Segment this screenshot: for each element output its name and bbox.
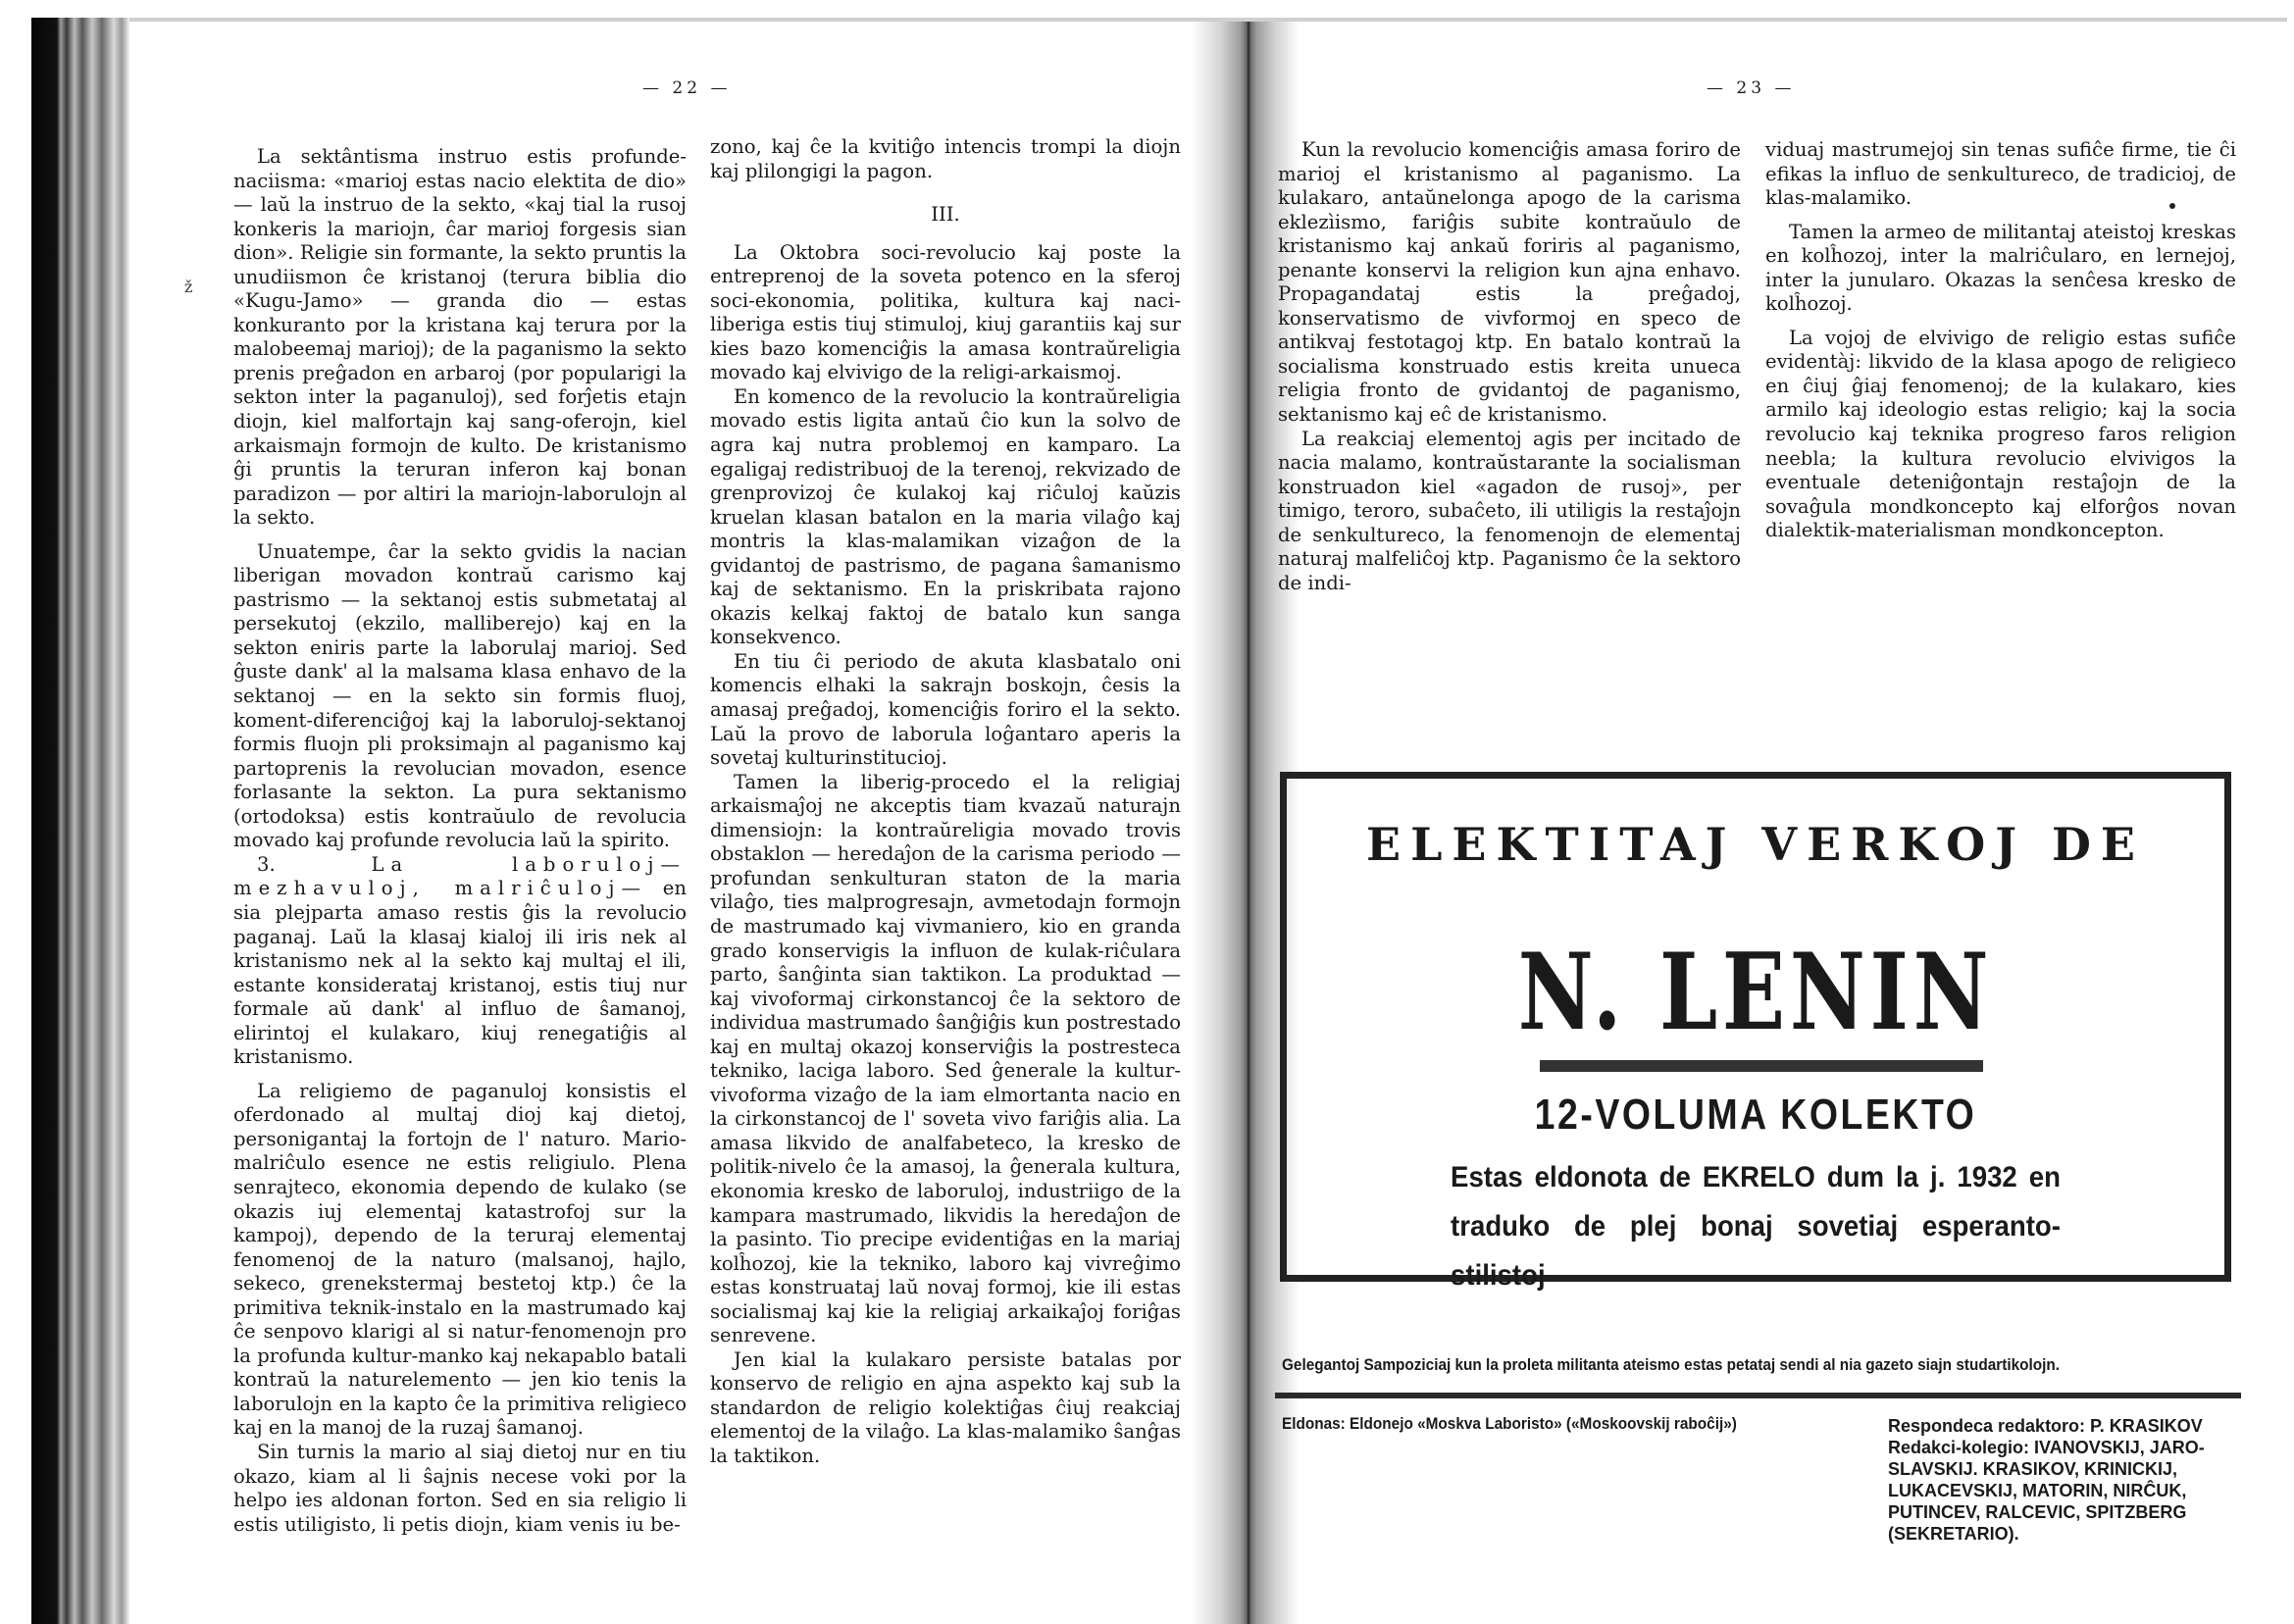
editor-line: (SEKRETARIO). bbox=[1888, 1524, 2019, 1544]
paragraph-text: — en sia plejparta amaso restis ĝis la revolucio paganaj. Laŭ la klasaj kialoj ili iris nek al kristanismo nek al la sekto kaj multaj el ili, estante konsiderataj kristanoj, estis tiuj nur formale aŭ dank' al influo de ŝamanoj, elirintoj el kulakaro, kiuj renegatiĝis al kristanismo. bbox=[233, 877, 687, 1069]
paragraph: En komenco de la revolucio la kontraŭreligia movado estis ligita antaŭ ĉio kun la solvo de agra kaj nutra problemoj en kamparo. La egaligaj redistribuoj de la terenoj, rekvizado de grenprovizoj ĉe kulakoj kaj riĉuloj kaŭzis kruelan klasan batalon en la maria vilaĝo kaj montris la klas-malamikan vizaĝon de la gvidantoj de pastrismo, de pagana ŝamanismo kaj de sektanismo. En la priskribata rajono okazis kelkaj faktoj de batalo kun sanga konsekvenco. bbox=[710, 384, 1181, 649]
paragraph: viduaj mastrumejoj sin tenas sufiĉe firme, tie ĉi efikas la influo de senkultureco, de tradicioj, de klas-malamiko. bbox=[1765, 138, 2236, 210]
editorial-board bbox=[1888, 1415, 2241, 1545]
paragraph: La Oktobra soci-revolucio kaj poste la entreprenoj de la soveta potenco en la sferoj soci-ekonomia, politika, kultura kaj naci-liberiga estis tiuj stimuloj, kiuj garantiis kaj sur kies bazo komenciĝis la amasa kontraŭreligia movado kaj elvivigo de la religi-arkaismoj. bbox=[710, 240, 1181, 384]
ad-description: Estas eldonota de EKRELO dum la j. 1932 en traduko de plej bonaj sovetiaj esperanto-stilistoj bbox=[1451, 1161, 2061, 1292]
paragraph: Tamen la armeo de militantaj ateistoj kreskas en kolĥozoj, inter la malriĉularo, en lernejoj, inter la junularo. Okazas la senĉesa kresko de kolĥozoj. bbox=[1765, 220, 2236, 316]
paragraph: En tiu ĉi periodo de akuta klasbatalo oni komencis elhaki la sakrajn boskojn, ĉesis la amasaj preĝadoj, komenciĝis foriro el la sekto. Laŭ la provo de laborula loĝantaro aperis la sovetaj kulturinstitucioj. bbox=[710, 649, 1181, 770]
editor-line: Redakci-kolegio: IVANOVSKIJ, JARO- bbox=[1888, 1438, 2205, 1457]
paragraph bbox=[233, 853, 687, 1070]
paragraph: La reakciaj elementoj agis per incitado de nacia malamo, kontraŭstarante la socialisman konstruadon kiel «agadon de rusoj», per timigo, teroro, subaĉeto, ili utiligis la restaĵojn de senkultureco, la fenomenojn de elementaj naturaj malfeliĉoj ktp. Paganismo ĉe la sektoro de indi- bbox=[1278, 427, 1741, 594]
ad-author-name: N. LENIN bbox=[1517, 931, 1994, 1054]
page-number-right: — 23 — bbox=[1707, 78, 1796, 98]
paragraph: Unuatempe, ĉar la sekto gvidis la nacian liberigan movadon kontraŭ carismo kaj pastrismo — la sektanoj estis submetataj al persekutoj (ekzilo, malliberejo) kaj en la sekton eniris parte la laborulaj marioj. Sed ĝuste dank' al la malsama klasa enhavo de la sektanoj — en la sekto sin formis fluoj, koment-diferenciĝoj kaj la laboruloj-sektanoj formis fluojn pli proksimajn al paganismo kaj partoprenis la revolucian movadon, esence forlasante la sekton. La pura sektanismo (ortodoksa) estis kontraŭulo de revolucia movado kaj profunde revolucia laŭ la spirito. bbox=[233, 539, 687, 852]
book-advertisement bbox=[1280, 772, 2231, 1292]
editor-line: SLAVSKIJ. KRASIKOV, KRINICKIJ, bbox=[1888, 1459, 2178, 1479]
editor-line: PUTINCEV, RALCEVIC, SPITZBERG bbox=[1888, 1502, 2187, 1522]
margin-mark: ž bbox=[184, 278, 193, 296]
paragraph: Sin turnis la mario al siaj dietoj nur en tiu okazo, kiam al li ŝajnis necese voki por la helpo ies aldonan forton. Sed en sia religio li estis utiligisto, li petis diojn, kiam venis iu be- bbox=[233, 1440, 687, 1536]
ad-divider bbox=[1540, 1060, 1983, 1072]
paragraph: La vojoj de elvivigo de religio estas sufiĉe evidentàj: likvido de la klasa apogo de religieco en ĉiuj ĝiaj fenomenoj; de la kulakaro, kies armilo kaj ideologio estas religio; kaj la socia revolucio kaj teknika progreso faros religion neebla; la kultura revolucio elvivigos la eventuale deteniĝontajn restaĵojn de la sovaĝula mondkoncepto kaj elforĝos novan dialektik-materialisman mondkoncepton. bbox=[1765, 326, 2236, 542]
right-page-column-2 bbox=[1765, 138, 2236, 543]
ad-heading: ELEKTITAJ VERKOJ DE bbox=[1366, 818, 2145, 871]
section-heading: III. bbox=[931, 203, 960, 227]
left-page-column-1 bbox=[233, 145, 687, 1537]
paragraph: La religiemo de paganuloj konsistis el oferdonado al multaj dioj kaj dietoj, personigantaj la fortojn de l' naturo. Mario-malriĉulo esence ne estis religiulo. Plena senrajteco, ekonomia dependo de kulako (se okazis iuj elementaj katastrofoj sur la kampoj), dependo de la teruraj elementaj fenomenoj de la naturo (malsanoj, hajlo, sekeco, grenekstermaj bestetoj ktp.) ĉe la primitiva teknik-instalo en la mastrumado kaj ĉe senpovo klarigi al si natur-fenomenojn pro la profunda kultur-manko kaj nekapablo batali kontraŭ la naturelemento — jen kio tenis la laborulojn en la kapto ĉe la primitiva religieco kaj en la manoj de la ruzaj ŝamanoj. bbox=[233, 1079, 687, 1440]
paragraph: Tamen la liberig-procedo el la religiaj arkaismaĵoj ne akceptis tiam kvazaŭ naturajn dimensiojn: la kontraŭreligia movado trovis obstaklon — heredaĵon de la carisma periodo — profundan senkulturan staton de la maria vilaĝo, ties malprogresajn, avmetodajn formojn de mastrumado kaj vivmaniero, kio en granda grado konservigis la influon de kulak-riĉulara parto, ŝanĝinta sian taktikon. La produktad — kaj vivoformaj cirkonstancoj ĉe la sektoro de individua mastrumado ŝanĝiĝis kun postrestado kaj en multaj okazoj konserviĝis la postresteca tekniko, laciga laboro. Sed ĝenerale la kultur-vivoforma vizaĝo de la iam elmortanta nacio en la cirkonstancoj de l' soveta vivo fariĝis alia. La amasa likvido de analfabeteco, la kresko de politik-nivelo ĉe la amasoj, la ĝenerala kultura, ekonomia kresko de laboruloj, industriigo de la kampara mastrumado, likvidis la heredaĵon de la pasinto. Tio precipe evidentiĝas en la mariaj kolĥozoj, kie la tekniko, laboro kaj vivreĝimo estas konstruataj laŭ novaj formoj, kie ili estas socialismaj kaj kie la religiaj arkaikaĵoj foriĝas senrevene. bbox=[710, 770, 1181, 1347]
readers-notice: Gelegantoj Sampoziciaj kun la proleta militanta ateismo estas petataj sendi al nia gazeto siajn studartikolojn. bbox=[1282, 1356, 2061, 1374]
ad-subtitle: 12-VOLUMA KOLEKTO bbox=[1534, 1091, 1977, 1139]
page-number-left: — 22 — bbox=[642, 78, 732, 98]
publisher-line: Eldonas: Eldonejo «Moskva Laboristo» («Moskoovskij raboĉij») bbox=[1282, 1415, 1737, 1433]
right-page-column-1 bbox=[1278, 138, 1741, 595]
book-edge-shadow bbox=[31, 18, 129, 1624]
page-top-edge bbox=[31, 18, 2287, 22]
ink-dot bbox=[2169, 203, 2175, 209]
footer-divider bbox=[1275, 1393, 2241, 1398]
spaced-heading: La laboruloj—mezhavuloj, malriĉuloj bbox=[233, 852, 687, 900]
paragraph: Jen kial la kulakaro persiste batalas por konservo de religio en ajna aspekto kaj sub la standardon de religio kolektiĝas ĉiuj reakciaj elementoj de la vilaĝo. La klas-malamiko ŝanĝas la taktikon. bbox=[710, 1347, 1181, 1467]
paragraph: zono, kaj ĉe la kvitiĝo intencis trompi la diojn kaj plilongigi la pagon. bbox=[710, 135, 1181, 182]
item-number: 3. bbox=[257, 852, 276, 876]
editor-line: LUKACEVSKIJ, MATORIN, NIRĈUK, bbox=[1888, 1481, 2187, 1500]
left-page-column-2 bbox=[710, 135, 1181, 1469]
editor-line: Respondeca redaktoro: P. KRASIKOV bbox=[1888, 1416, 2203, 1436]
paragraph: Kun la revolucio komenciĝis amasa foriro de marioj el kristanismo al paganismo. La kulakaro, antaŭnelonga apogo de la carisma eklezìismo, fariĝis subite kontraŭulo de kristanismo kaj ankaŭ foriris al paganismo, penante konservi la religion kun ajna enhavo. Propagandataj estis la preĝadoj, konservatismo de vivformoj en speco de antikvaj festotagoj ktp. En batalo kontraŭ la socialisma konstruado estis kreita unueca religia fronto de gvidantoj de paganismo, sektanismo kaj eĉ de kristanismo. bbox=[1278, 138, 1741, 427]
paragraph: La sektântisma instruo estis profunde-naciisma: «marioj estas nacio elektita de dio» — laŭ la instruo de la sekto, «kaj tial la rusoj konkeris la mariojn, ĉar marioj forgesis sian dion». Religie sin formante, la sekto pruntis la unudiismon ĉe kristanoj (terura biblia dio «Kugu-Jamo» — granda dio — estas konkuranto por la kristana kaj terura por la malobeemaj marioj); de la paganismo la sekto prenis preĝadon en arbaroj (por popularigi la sekton inter la paganuloj), sed forĵetis etajn diojn, kiel malfortajn kaj sang-oferojn, kiel arkaismajn formojn de kulto. De kristanismo ĝi pruntis la teruran inferon kaj bonan paradizon — por altiri la mariojn-laborulojn al la sekto. bbox=[233, 145, 687, 530]
